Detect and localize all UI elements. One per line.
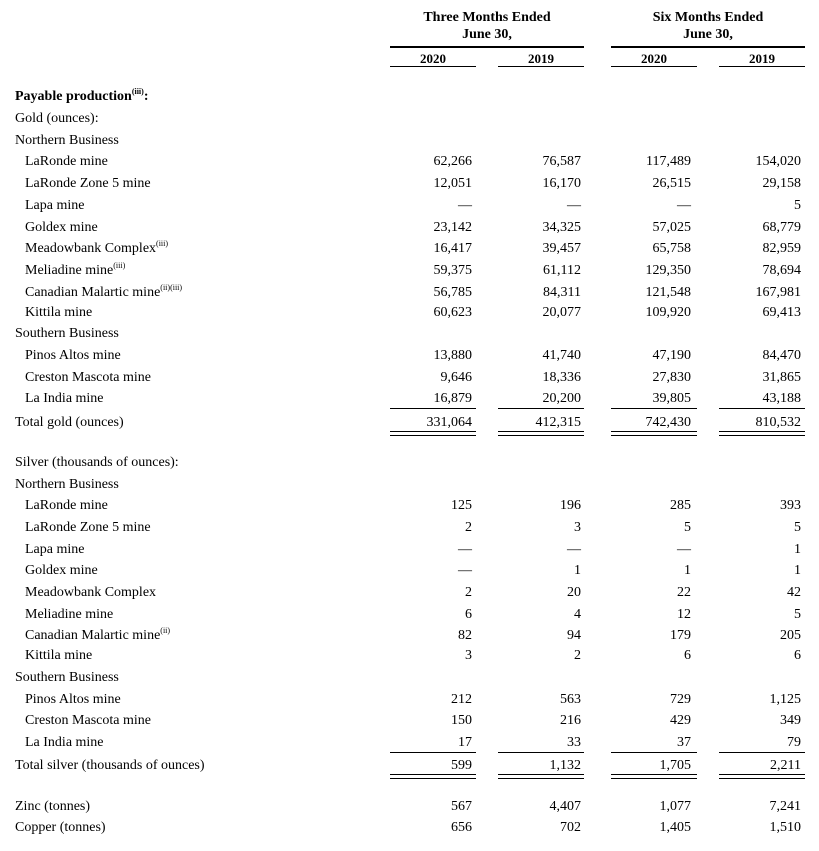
silver-6-value-4: 5 bbox=[794, 607, 801, 622]
silver-8-label: Kittila mine bbox=[25, 648, 93, 663]
silver-11-label: La India mine bbox=[25, 735, 104, 750]
silver-subtotal-rule-1 bbox=[390, 752, 476, 753]
gold-2-value-3: 26,515 bbox=[652, 176, 691, 191]
gold-7-value-3: 121,548 bbox=[645, 285, 691, 300]
payable-title-text: Payable production bbox=[15, 89, 132, 104]
metal-2-row bbox=[0, 818, 819, 838]
gold-3-row bbox=[0, 196, 819, 216]
gold-total-value-4: 810,532 bbox=[755, 415, 801, 430]
silver-southern-row bbox=[0, 668, 819, 688]
silver-4-value-4: 1 bbox=[794, 563, 801, 578]
header-six-months bbox=[611, 9, 805, 43]
gold-heading-row bbox=[0, 109, 819, 129]
metal-2-label: Copper (tonnes) bbox=[15, 820, 106, 835]
silver-2-row bbox=[0, 518, 819, 538]
gold-8-value-3: 109,920 bbox=[645, 305, 691, 320]
silver-1-value-4: 393 bbox=[780, 498, 801, 513]
silver-2-value-3: 5 bbox=[684, 520, 691, 535]
metal-1-value-3: 1,077 bbox=[659, 799, 691, 814]
gold-8-value-2: 20,077 bbox=[542, 305, 581, 320]
gold-8-value-1: 60,623 bbox=[433, 305, 472, 320]
gold-4-value-3: 57,025 bbox=[652, 220, 691, 235]
gold-3-label: Lapa mine bbox=[25, 198, 85, 213]
gold-5-value-4: 82,959 bbox=[762, 241, 801, 256]
year-col-4: 2019 bbox=[749, 51, 775, 66]
gold-northern-label: Northern Business bbox=[15, 133, 119, 148]
gold-9-value-3: 47,190 bbox=[652, 348, 691, 363]
silver-3-value-3: — bbox=[677, 542, 691, 557]
gold-4-label: Goldex mine bbox=[25, 220, 98, 235]
gold-total-rule-3 bbox=[611, 431, 697, 436]
gold-6-value-4: 78,694 bbox=[762, 263, 801, 278]
gold-11-value-3: 39,805 bbox=[652, 391, 691, 406]
gold-4-row bbox=[0, 218, 819, 238]
header-six-months-rule bbox=[611, 46, 805, 48]
silver-heading-row bbox=[0, 453, 819, 473]
metal-1-value-1: 567 bbox=[451, 799, 472, 814]
gold-6-note: (iii) bbox=[113, 261, 126, 270]
gold-total-rule-4 bbox=[719, 431, 805, 436]
silver-10-value-4: 349 bbox=[780, 713, 801, 728]
gold-southern-row bbox=[0, 324, 819, 344]
gold-6-value-3: 129,350 bbox=[645, 263, 691, 278]
silver-1-value-1: 125 bbox=[451, 498, 472, 513]
gold-1-value-4: 154,020 bbox=[755, 154, 801, 169]
silver-9-value-1: 212 bbox=[451, 692, 472, 707]
silver-3-row bbox=[0, 540, 819, 560]
silver-4-value-3: 1 bbox=[684, 563, 691, 578]
silver-6-value-2: 4 bbox=[574, 607, 581, 622]
gold-2-value-4: 29,158 bbox=[762, 176, 801, 191]
silver-11-row bbox=[0, 733, 819, 753]
silver-total-rule-3 bbox=[611, 774, 697, 779]
gold-9-row bbox=[0, 346, 819, 366]
silver-6-value-3: 12 bbox=[677, 607, 691, 622]
gold-4-value-2: 34,325 bbox=[542, 220, 581, 235]
silver-total-row bbox=[0, 756, 819, 776]
silver-1-value-2: 196 bbox=[560, 498, 581, 513]
metal-2-value-3: 1,405 bbox=[659, 820, 691, 835]
gold-7-value-2: 84,311 bbox=[543, 285, 581, 300]
silver-10-label: Creston Mascota mine bbox=[25, 713, 151, 728]
silver-total-label: Total silver (thousands of ounces) bbox=[15, 758, 205, 773]
header-six-months-line2: June 30, bbox=[683, 27, 733, 42]
gold-7-row bbox=[0, 283, 819, 303]
silver-11-value-1: 17 bbox=[458, 735, 472, 750]
metal-1-row bbox=[0, 797, 819, 817]
silver-3-value-1: — bbox=[458, 542, 472, 557]
gold-8-label: Kittila mine bbox=[25, 305, 93, 320]
gold-11-label: La India mine bbox=[25, 391, 104, 406]
silver-5-value-3: 22 bbox=[677, 585, 691, 600]
silver-northern-row bbox=[0, 475, 819, 495]
gold-5-row bbox=[0, 239, 819, 259]
silver-total-value-4: 2,211 bbox=[770, 758, 801, 773]
silver-8-value-4: 6 bbox=[794, 648, 801, 663]
silver-heading: Silver (thousands of ounces): bbox=[15, 455, 179, 470]
gold-total-rule-2 bbox=[498, 431, 584, 436]
silver-9-value-3: 729 bbox=[670, 692, 691, 707]
gold-1-value-2: 76,587 bbox=[542, 154, 581, 169]
gold-11-value-2: 20,200 bbox=[542, 391, 581, 406]
gold-9-value-2: 41,740 bbox=[542, 348, 581, 363]
silver-2-value-2: 3 bbox=[574, 520, 581, 535]
gold-1-value-1: 62,266 bbox=[433, 154, 472, 169]
silver-2-label: LaRonde Zone 5 mine bbox=[25, 520, 151, 535]
gold-5-value-2: 39,457 bbox=[542, 241, 581, 256]
silver-total-rule-4 bbox=[719, 774, 805, 779]
silver-9-label: Pinos Altos mine bbox=[25, 692, 121, 707]
gold-6-row bbox=[0, 261, 819, 281]
gold-heading: Gold (ounces): bbox=[15, 111, 99, 126]
gold-3-value-3: — bbox=[677, 198, 691, 213]
gold-total-value-1: 331,064 bbox=[426, 415, 472, 430]
gold-10-label: Creston Mascota mine bbox=[25, 370, 151, 385]
header-three-months bbox=[390, 9, 584, 43]
gold-total-value-2: 412,315 bbox=[535, 415, 581, 430]
gold-3-value-1: — bbox=[458, 198, 472, 213]
silver-subtotal-rule-4 bbox=[719, 752, 805, 753]
silver-4-label: Goldex mine bbox=[25, 563, 98, 578]
silver-7-note: (ii) bbox=[160, 626, 171, 635]
metal-1-value-2: 4,407 bbox=[549, 799, 581, 814]
header-six-months-line1: Six Months Ended bbox=[652, 10, 764, 25]
gold-10-value-3: 27,830 bbox=[652, 370, 691, 385]
year-col-1: 2020 bbox=[420, 51, 446, 66]
gold-11-value-1: 16,879 bbox=[433, 391, 472, 406]
silver-5-value-1: 2 bbox=[465, 585, 472, 600]
silver-2-value-4: 5 bbox=[794, 520, 801, 535]
silver-4-value-1: — bbox=[458, 563, 472, 578]
silver-3-label: Lapa mine bbox=[25, 542, 85, 557]
gold-9-value-1: 13,880 bbox=[433, 348, 472, 363]
header-three-months-line2: June 30, bbox=[462, 27, 512, 42]
payable-title-colon: : bbox=[143, 89, 149, 104]
silver-1-label: LaRonde mine bbox=[25, 498, 108, 513]
metal-2-value-2: 702 bbox=[560, 820, 581, 835]
gold-7-note: (ii)(iii) bbox=[160, 283, 183, 292]
gold-6-value-1: 59,375 bbox=[433, 263, 472, 278]
silver-subtotal-rule-3 bbox=[611, 752, 697, 753]
year-col-2: 2019 bbox=[528, 51, 554, 66]
payable-title bbox=[15, 87, 148, 107]
silver-7-value-1: 82 bbox=[458, 628, 472, 643]
gold-total-label: Total gold (ounces) bbox=[15, 415, 124, 430]
gold-5-label: Meadowbank Complex$^{(iii)}$ bbox=[25, 239, 169, 256]
metal-2-value-4: 1,510 bbox=[769, 820, 801, 835]
gold-2-value-2: 16,170 bbox=[542, 176, 581, 191]
gold-4-value-4: 68,779 bbox=[762, 220, 801, 235]
gold-total-value-3: 742,430 bbox=[645, 415, 691, 430]
gold-11-row bbox=[0, 389, 819, 409]
gold-5-value-3: 65,758 bbox=[652, 241, 691, 256]
silver-northern-label: Northern Business bbox=[15, 477, 119, 492]
payable-title-row bbox=[0, 87, 819, 107]
silver-7-value-2: 94 bbox=[567, 628, 581, 643]
gold-9-label: Pinos Altos mine bbox=[25, 348, 121, 363]
silver-6-row bbox=[0, 605, 819, 625]
header-three-months-line1: Three Months Ended bbox=[423, 10, 551, 25]
gold-8-value-4: 69,413 bbox=[762, 305, 801, 320]
gold-northern-row bbox=[0, 131, 819, 151]
silver-11-value-2: 33 bbox=[567, 735, 581, 750]
gold-total-rule-1 bbox=[390, 431, 476, 436]
gold-6-value-2: 61,112 bbox=[543, 263, 581, 278]
silver-7-label: Canadian Malartic mine$^{(ii)}$ bbox=[25, 626, 171, 643]
silver-7-value-3: 179 bbox=[670, 628, 691, 643]
year-col-3: 2020 bbox=[641, 51, 667, 66]
silver-7-value-4: 205 bbox=[780, 628, 801, 643]
year-col-2-rule bbox=[498, 66, 584, 67]
gold-subtotal-rule-1 bbox=[390, 408, 476, 409]
gold-10-value-2: 18,336 bbox=[542, 370, 581, 385]
silver-9-value-2: 563 bbox=[560, 692, 581, 707]
gold-southern-label: Southern Business bbox=[15, 326, 119, 341]
silver-8-value-1: 3 bbox=[465, 648, 472, 663]
gold-9-value-4: 84,470 bbox=[762, 348, 801, 363]
gold-1-label: LaRonde mine bbox=[25, 154, 108, 169]
header-three-months-rule bbox=[390, 46, 584, 48]
gold-11-value-4: 43,188 bbox=[762, 391, 801, 406]
metal-1-label: Zinc (tonnes) bbox=[15, 799, 91, 814]
gold-6-label: Meliadine mine$^{(iii)}$ bbox=[25, 261, 126, 278]
silver-11-value-3: 37 bbox=[677, 735, 691, 750]
payable-title-note: (iii) bbox=[131, 87, 144, 96]
gold-subtotal-rule-3 bbox=[611, 408, 697, 409]
gold-10-row bbox=[0, 368, 819, 388]
gold-7-label: Canadian Malartic mine$^{(ii)(iii)}$ bbox=[25, 283, 183, 300]
silver-11-value-4: 79 bbox=[787, 735, 801, 750]
silver-4-value-2: 1 bbox=[574, 563, 581, 578]
silver-6-label: Meliadine mine bbox=[25, 607, 114, 622]
gold-2-row bbox=[0, 174, 819, 194]
gold-subtotal-rule-2 bbox=[498, 408, 584, 409]
silver-2-value-1: 2 bbox=[465, 520, 472, 535]
silver-10-value-1: 150 bbox=[451, 713, 472, 728]
metal-2-value-1: 656 bbox=[451, 820, 472, 835]
gold-10-value-4: 31,865 bbox=[762, 370, 801, 385]
silver-10-value-3: 429 bbox=[670, 713, 691, 728]
silver-total-value-3: 1,705 bbox=[659, 758, 691, 773]
silver-10-row bbox=[0, 711, 819, 731]
silver-8-value-3: 6 bbox=[684, 648, 691, 663]
gold-10-value-1: 9,646 bbox=[440, 370, 472, 385]
silver-5-value-4: 42 bbox=[787, 585, 801, 600]
gold-7-value-1: 56,785 bbox=[433, 285, 472, 300]
gold-4-value-1: 23,142 bbox=[433, 220, 472, 235]
silver-4-row bbox=[0, 561, 819, 581]
gold-7-value-4: 167,981 bbox=[755, 285, 801, 300]
silver-3-value-4: 1 bbox=[794, 542, 801, 557]
gold-5-note: (iii) bbox=[156, 239, 169, 248]
metal-1-value-4: 7,241 bbox=[769, 799, 801, 814]
silver-9-value-4: 1,125 bbox=[769, 692, 801, 707]
silver-7-row bbox=[0, 626, 819, 646]
silver-8-value-2: 2 bbox=[574, 648, 581, 663]
year-col-4-rule bbox=[719, 66, 805, 67]
silver-8-row bbox=[0, 646, 819, 666]
silver-1-value-3: 285 bbox=[670, 498, 691, 513]
gold-5-value-1: 16,417 bbox=[433, 241, 472, 256]
gold-3-value-2: — bbox=[567, 198, 581, 213]
gold-total-row bbox=[0, 413, 819, 433]
silver-1-row bbox=[0, 496, 819, 516]
silver-5-label: Meadowbank Complex bbox=[25, 585, 157, 600]
gold-3-value-4: 5 bbox=[794, 198, 801, 213]
gold-8-row bbox=[0, 303, 819, 323]
silver-total-value-1: 599 bbox=[451, 758, 472, 773]
silver-total-rule-2 bbox=[498, 774, 584, 779]
silver-5-row bbox=[0, 583, 819, 603]
gold-1-value-3: 117,489 bbox=[646, 154, 691, 169]
gold-subtotal-rule-4 bbox=[719, 408, 805, 409]
silver-3-value-2: — bbox=[567, 542, 581, 557]
silver-total-rule-1 bbox=[390, 774, 476, 779]
year-col-3-rule bbox=[611, 66, 697, 67]
silver-10-value-2: 216 bbox=[560, 713, 581, 728]
silver-5-value-2: 20 bbox=[567, 585, 581, 600]
gold-1-row bbox=[0, 152, 819, 172]
silver-subtotal-rule-2 bbox=[498, 752, 584, 753]
year-col-1-rule bbox=[390, 66, 476, 67]
silver-6-value-1: 6 bbox=[465, 607, 472, 622]
silver-southern-label: Southern Business bbox=[15, 670, 119, 685]
gold-2-label: LaRonde Zone 5 mine bbox=[25, 176, 151, 191]
silver-total-value-2: 1,132 bbox=[549, 758, 581, 773]
gold-2-value-1: 12,051 bbox=[433, 176, 472, 191]
silver-9-row bbox=[0, 690, 819, 710]
